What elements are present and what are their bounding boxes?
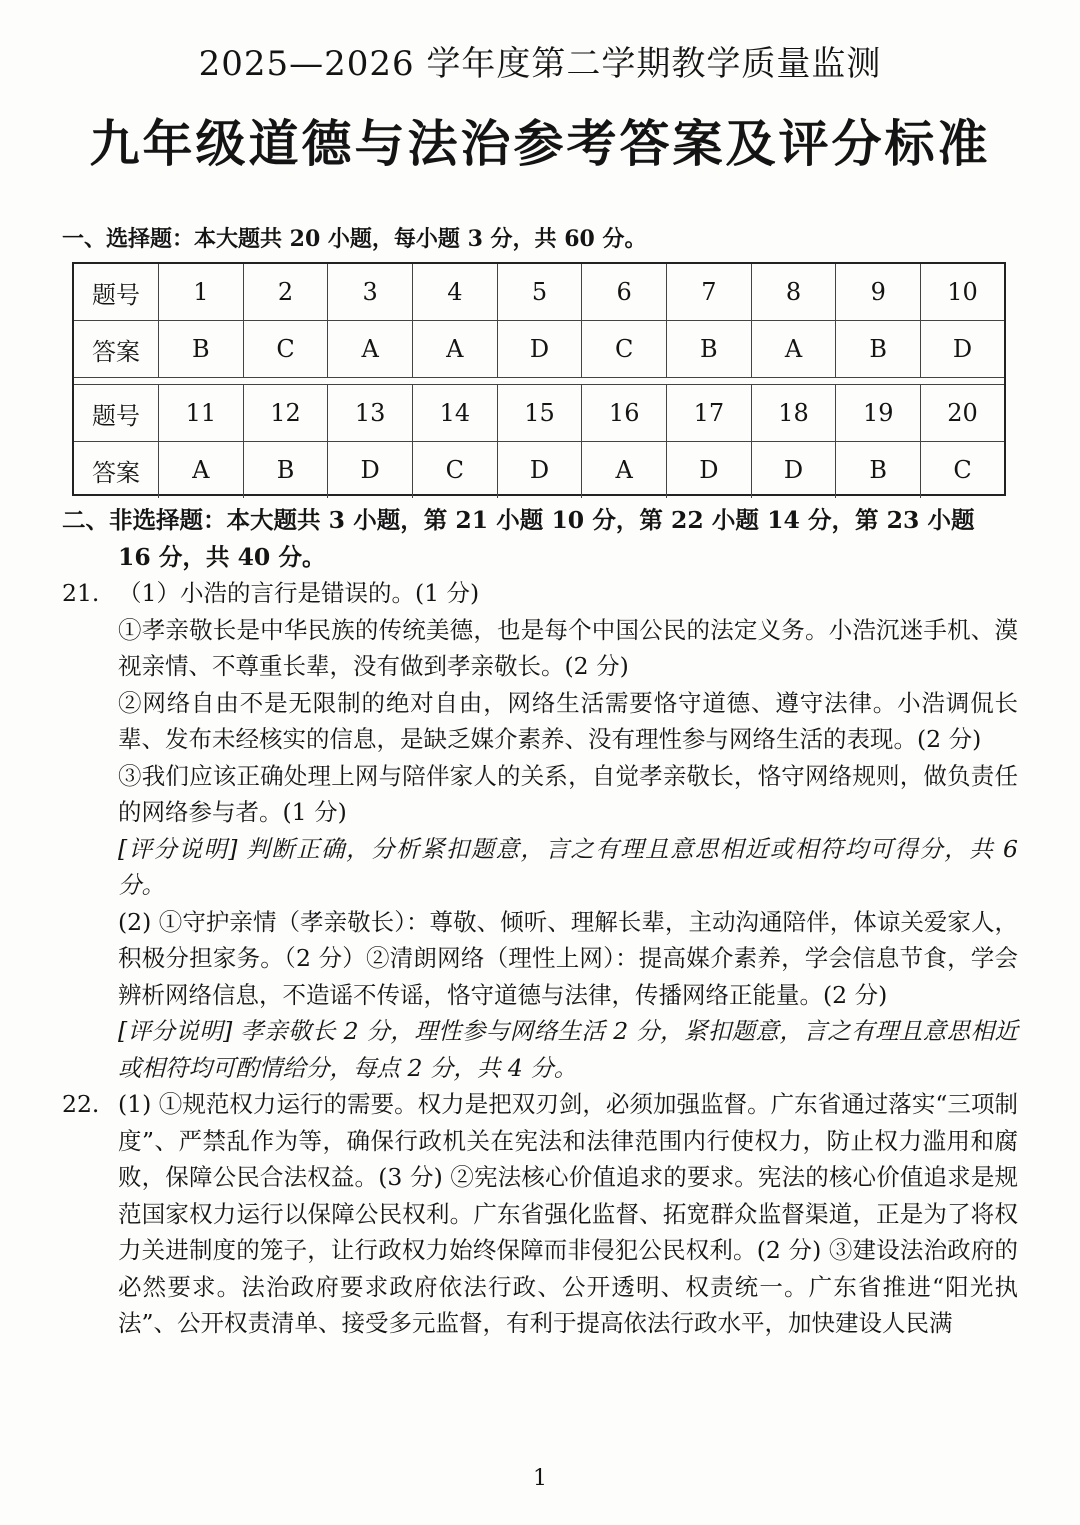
answer-cell: B bbox=[159, 321, 244, 378]
question-number-cell: 16 bbox=[582, 385, 667, 442]
question-number-cell: 10 bbox=[921, 264, 1004, 321]
question-number-cell: 2 bbox=[243, 264, 328, 321]
section2-heading-line2: 16 分，共 40 分。 bbox=[118, 542, 326, 571]
question-number: 21. bbox=[62, 579, 100, 607]
answer-cell: B bbox=[243, 442, 328, 499]
answer-cell: B bbox=[836, 321, 921, 378]
answer-cell: C bbox=[921, 442, 1004, 499]
table-divider bbox=[74, 378, 1004, 385]
question-number-cell: 11 bbox=[159, 385, 244, 442]
answer-cell: A bbox=[582, 442, 667, 499]
page-number: 1 bbox=[533, 1466, 547, 1491]
question-number-cell: 8 bbox=[751, 264, 836, 321]
answer-cell: A bbox=[328, 321, 413, 378]
question-number-cell: 13 bbox=[328, 385, 413, 442]
question-21-point2: ②网络自由不是无限制的绝对自由，网络生活需要恪守道德、遵守法律。小浩调侃长辈、发布未经核实的信息，是缺乏媒介素养、没有理性参与网络生活的表现。(2 分) bbox=[118, 688, 1018, 753]
scoring-note: [评分说明] 孝亲敬长 2 分，理性参与网络生活 2 分，紧扣题意，言之有理且意思相近或相符均可酌情给分，每点 2 分，共 4 分。 bbox=[118, 1017, 1018, 1082]
row-label-answer: 答案 bbox=[74, 321, 159, 378]
table-row bbox=[74, 442, 1004, 499]
answer-cell: C bbox=[582, 321, 667, 378]
answer-cell: D bbox=[667, 442, 752, 499]
scoring-note: [评分说明] 判断正确，分析紧扣题意，言之有理且意思相近或相符均可得分，共 6 分。 bbox=[118, 834, 1018, 899]
answer-cell: C bbox=[243, 321, 328, 378]
question-22 bbox=[62, 1086, 1018, 1342]
question-number-cell: 14 bbox=[413, 385, 498, 442]
answer-cell: A bbox=[413, 321, 498, 378]
section1-heading: 一、选择题：本大题共 20 小题，每小题 3 分，共 60 分。 bbox=[62, 226, 647, 252]
answer-cell: A bbox=[751, 321, 836, 378]
question-number: 22. bbox=[62, 1090, 100, 1118]
question-number-cell: 9 bbox=[836, 264, 921, 321]
answer-body bbox=[62, 502, 1018, 1342]
answer-cell: B bbox=[836, 442, 921, 499]
table-row bbox=[74, 385, 1004, 442]
table-row bbox=[74, 321, 1004, 378]
question-number-cell: 17 bbox=[667, 385, 752, 442]
row-label-question: 题号 bbox=[74, 264, 159, 321]
question-number-cell: 20 bbox=[921, 385, 1004, 442]
answer-cell: B bbox=[667, 321, 752, 378]
question-number-cell: 3 bbox=[328, 264, 413, 321]
question-number-cell: 6 bbox=[582, 264, 667, 321]
question-21-part2: (2) ①守护亲情（孝亲敬长）：尊敬、倾听、理解长辈，主动沟通陪伴，体谅关爱家人，积极分担家务。（2 分）②清朗网络（理性上网）：提高媒介素养，学会信息节食，学会辨析网络信息，不造谣不传谣，恪守道德与法律，传播网络正能量。(2 分) bbox=[118, 907, 1018, 1009]
row-label-answer: 答案 bbox=[74, 442, 159, 499]
question-number-cell: 5 bbox=[497, 264, 582, 321]
exam-subtitle: 2025—2026 学年度第二学期教学质量监测 bbox=[198, 44, 882, 84]
section2-heading-line1: 二、非选择题：本大题共 3 小题，第 21 小题 10 分，第 22 小题 14 分，第 23 小题 bbox=[62, 506, 975, 534]
question-number-cell: 4 bbox=[413, 264, 498, 321]
question-number-cell: 18 bbox=[751, 385, 836, 442]
answer-table bbox=[72, 262, 1006, 496]
question-21-point3: ③我们应该正确处理上网与陪伴家人的关系，自觉孝亲敬长，恪守网络规则，做负责任的网络参与者。(1 分) bbox=[118, 761, 1018, 826]
answer-cell: D bbox=[751, 442, 836, 499]
question-21-part1-verdict: （1）小浩的言行是错误的。(1 分) bbox=[118, 579, 480, 607]
question-number-cell: 19 bbox=[836, 385, 921, 442]
question-21-point1: ①孝亲敬长是中华民族的传统美德，也是每个中国公民的法定义务。小浩沉迷手机、漠视亲情、不尊重长辈，没有做到孝亲敬长。(2 分) bbox=[118, 615, 1018, 680]
answer-cell: D bbox=[497, 442, 582, 499]
question-number-cell: 7 bbox=[667, 264, 752, 321]
page-title: 九年级道德与法治参考答案及评分标准 bbox=[89, 115, 991, 173]
question-22-part1: (1) ①规范权力运行的需要。权力是把双刃剑，必须加强监督。广东省通过落实“三项制度”、严禁乱作为等，确保行政机关在宪法和法律范围内行使权力，防止权力滥用和腐败，保障公民合法权益。(3 分) ②宪法核心价值追求的要求。宪法的核心价值追求是规范国家权力运行以保障公民权利。广东省强化监督、拓宽群众监督渠道，正是为了将权力关进制度的笼子，让行政权力始终保障而非侵犯公民权利。(2 分) ③建设法治政府的必然要求。法治政府要求政府依法行政、公开透明、权责统一。广东省推进“阳光执法”、公开权责清单、接受多元监督，有利于提高依法行政水平，加快建设人民满 bbox=[118, 1090, 1018, 1337]
question-number-cell: 1 bbox=[159, 264, 244, 321]
question-number-cell: 15 bbox=[497, 385, 582, 442]
answer-cell: D bbox=[921, 321, 1004, 378]
answer-cell: A bbox=[159, 442, 244, 499]
table-row bbox=[74, 264, 1004, 321]
question-number-cell: 12 bbox=[243, 385, 328, 442]
section2-heading bbox=[62, 502, 1018, 575]
row-label-question: 题号 bbox=[74, 385, 159, 442]
question-21 bbox=[62, 575, 1018, 612]
answer-cell: C bbox=[413, 442, 498, 499]
answer-cell: D bbox=[497, 321, 582, 378]
answer-cell: D bbox=[328, 442, 413, 499]
